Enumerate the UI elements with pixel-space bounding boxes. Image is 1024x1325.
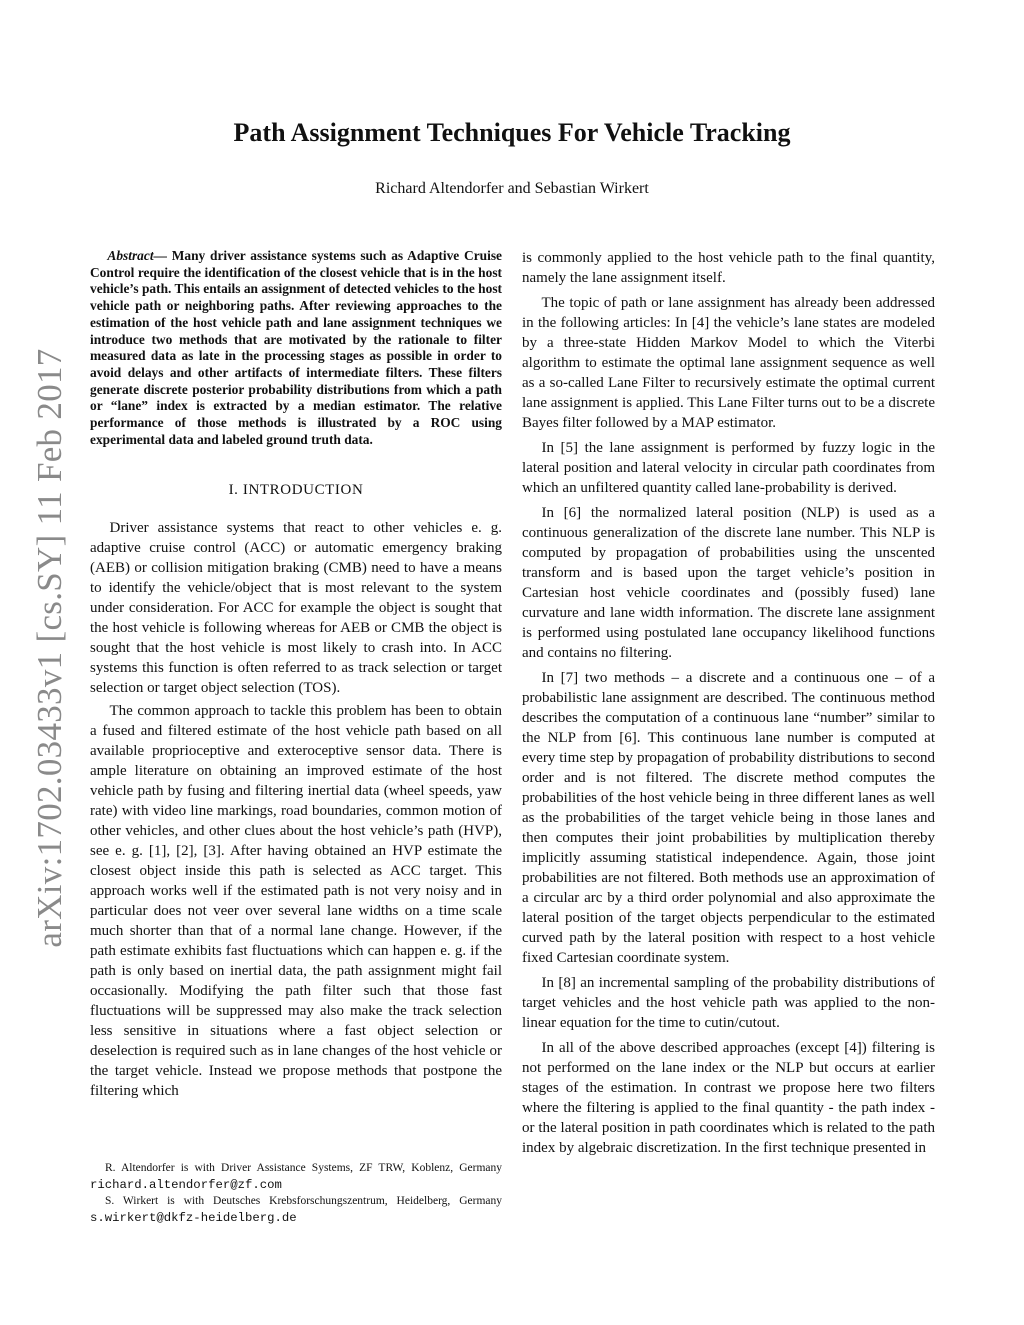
section-heading-introduction: I. INTRODUCTION bbox=[228, 482, 364, 499]
right-paragraph-7: In all of the above described approaches (except [4]) filtering is not performed on the lane index or the NLP but occurs at earlier stages of the estimation. In contrast we propose here two filters where the filtering is applied to the final quantity - the path index - or the lateral position in path coordinates which is related to the path index by algebraic discretization. In the first technique presented in bbox=[522, 1040, 935, 1156]
footnote-text: S. Wirkert is with Deutsches Krebsforschungszentrum, Heidelberg, Germany bbox=[104, 1195, 502, 1207]
paper-title: Path Assignment Techniques For Vehicle Tracking bbox=[233, 118, 791, 147]
left-column bbox=[90, 248, 502, 1104]
right-paragraph-4: In [6] the normalized lateral position (NLP) is used as a continuous generalization of the discrete lane number. This NLP is computed by propagation of probabilities using the unscented transform and is based upon the target vehicle’s position in Cartesian host vehicle coordinates and (possibly fused) lane curvature and lane width information. The discrete lane assignment is performed using postulated lane occupancy likelihood functions and contains no filtering. bbox=[522, 505, 935, 661]
left-paragraph-1: Driver assistance systems that react to other vehicles e. g. adaptive cruise control (ACC) or automatic emergency braking (AEB) or collision mitigation braking (CMB) need to have a means to identify the vehicle/object that is most relevant to the system under consideration. For ACC for example the object is sought that the host vehicle is following whereas for AEB or CMB the object is sought that the host vehicle is most likely to crash into. In ACC systems this function is often referred to as track selection or target selection or target object selection (TOS). bbox=[90, 520, 502, 697]
footnote-wirkert bbox=[90, 1193, 502, 1226]
footnote-text: R. Altendorfer is with Driver Assistance Systems, ZF TRW, Koblenz, Germany bbox=[104, 1162, 502, 1174]
author-footnotes bbox=[90, 1160, 502, 1226]
arxiv-identifier: arXiv:1702.03433v1 [cs.SY] 11 Feb 2017 bbox=[30, 348, 69, 948]
right-paragraph-1: is commonly applied to the host vehicle path to the final quantity, namely the lane assignment itself. bbox=[522, 250, 935, 286]
author-email[interactable]: s.wirkert@dkfz-heidelberg.de bbox=[90, 1210, 297, 1225]
footnote-altendorfer bbox=[90, 1160, 502, 1193]
right-column bbox=[522, 248, 935, 1163]
right-paragraph-2 bbox=[522, 293, 935, 433]
left-paragraph-2: The common approach to tackle this problem has been to obtain a fused and filtered estimate of the host vehicle path based on all available proprioceptive and exteroceptive sensor data. There is ample literature on obtaining an improved estimate of the host vehicle path by fusing and filtering inertial data (wheel speeds, yaw rate) with video line markings, road boundaries, common motion of other vehicles, and other clues about the host vehicle’s path (HVP), see e. g. [1], [2], [3]. After having obtained an HVP estimate the closest object inside this path is selected as ACC target. This approach works well if the estimated path is not very noisy and in particular does not veer over several lane widths on a time scale much shorter than that of a normal lane change. However, if the path estimate exhibits fast fluctuations which can happen e. g. if the path is only based on inertial data, the path assignment might fail occasionally. Modifying the path filter such that those fast fluctuations will be suppressed may also make the track selection less sensitive in situations where a fast object selection or deselection is required such as in lane changes of the host vehicle or the target vehicle. Instead we propose methods that postpone the filtering which bbox=[90, 703, 502, 1100]
author-email[interactable]: richard.altendorfer@zf.com bbox=[90, 1177, 282, 1192]
right-paragraph-2-text: The topic of path or lane assignment has already been addressed in the following articles: In [4] the vehicle’s lane states are modeled by a three-state Hidden Markov Model to which the Viterbi algorithm to estimate the optimal lane assignment sequence as well as a so-called Lane Filter to recursively estimate the optimal current lane assignment is applied. This Lane Filter turns out to be a discrete Bayes filter followed by a MAP estimator. bbox=[522, 295, 935, 431]
abstract bbox=[90, 248, 502, 448]
abstract-text: Many driver assistance systems such as Adaptive Cruise Control require the identification of the closest vehicle that is in the host vehicle’s path. This entails an assignment of detected vehicles to the host vehicle path or neighboring paths. After reviewing approaches to the estimation of the host vehicle path and lane assignment techniques we introduce two methods that are motivated by the rationale to filter measured data as late in the processing stages as possible in order to avoid delays and other artifacts of intermediate filters. These filters generate discrete posterior probability distributions from which a path or “lane” index is extracted by a median estimator. The relative performance of those methods is illustrated by a ROC using experimental data and labeled ground truth data. bbox=[90, 248, 502, 447]
right-paragraph-6: In [8] an incremental sampling of the probability distributions of target vehicles and the host vehicle path was applied to the non-linear equation for the time to cutin/cutout. bbox=[522, 975, 935, 1031]
right-paragraph-5: In [7] two methods – a discrete and a continuous one – of a probabilistic lane assignment are described. The continuous method describes the computation of a continuous lane “number” similar to the NLP from [6]. This continuous lane number is computed at every time step by propagation of probability distributions to second order and is not filtered. The discrete method computes the probabilities of the host vehicle being in three different lanes as well as the probabilities of the target vehicle being in those lanes and then computes their joint probabilities by multiplication thereby implicitly assuming statistical independence. Again, those joint probabilities are not filtered. Both methods use an approximation of a circular arc by a third order polynomial and also approximate the lateral position of the target objects perpendicular to the estimated curved path by the lateral position with respect to a host vehicle fixed Cartesian coordinate system. bbox=[522, 670, 935, 966]
abstract-dash: — bbox=[153, 248, 172, 263]
right-paragraph-3: In [5] the lane assignment is performed by fuzzy logic in the lateral position and lateral velocity in circular path coordinates from which an unfiltered quantity called lane-probability is derived. bbox=[522, 440, 935, 496]
paper-authors: Richard Altendorfer and Sebastian Wirkert bbox=[375, 180, 649, 197]
abstract-label: Abstract bbox=[107, 248, 154, 263]
